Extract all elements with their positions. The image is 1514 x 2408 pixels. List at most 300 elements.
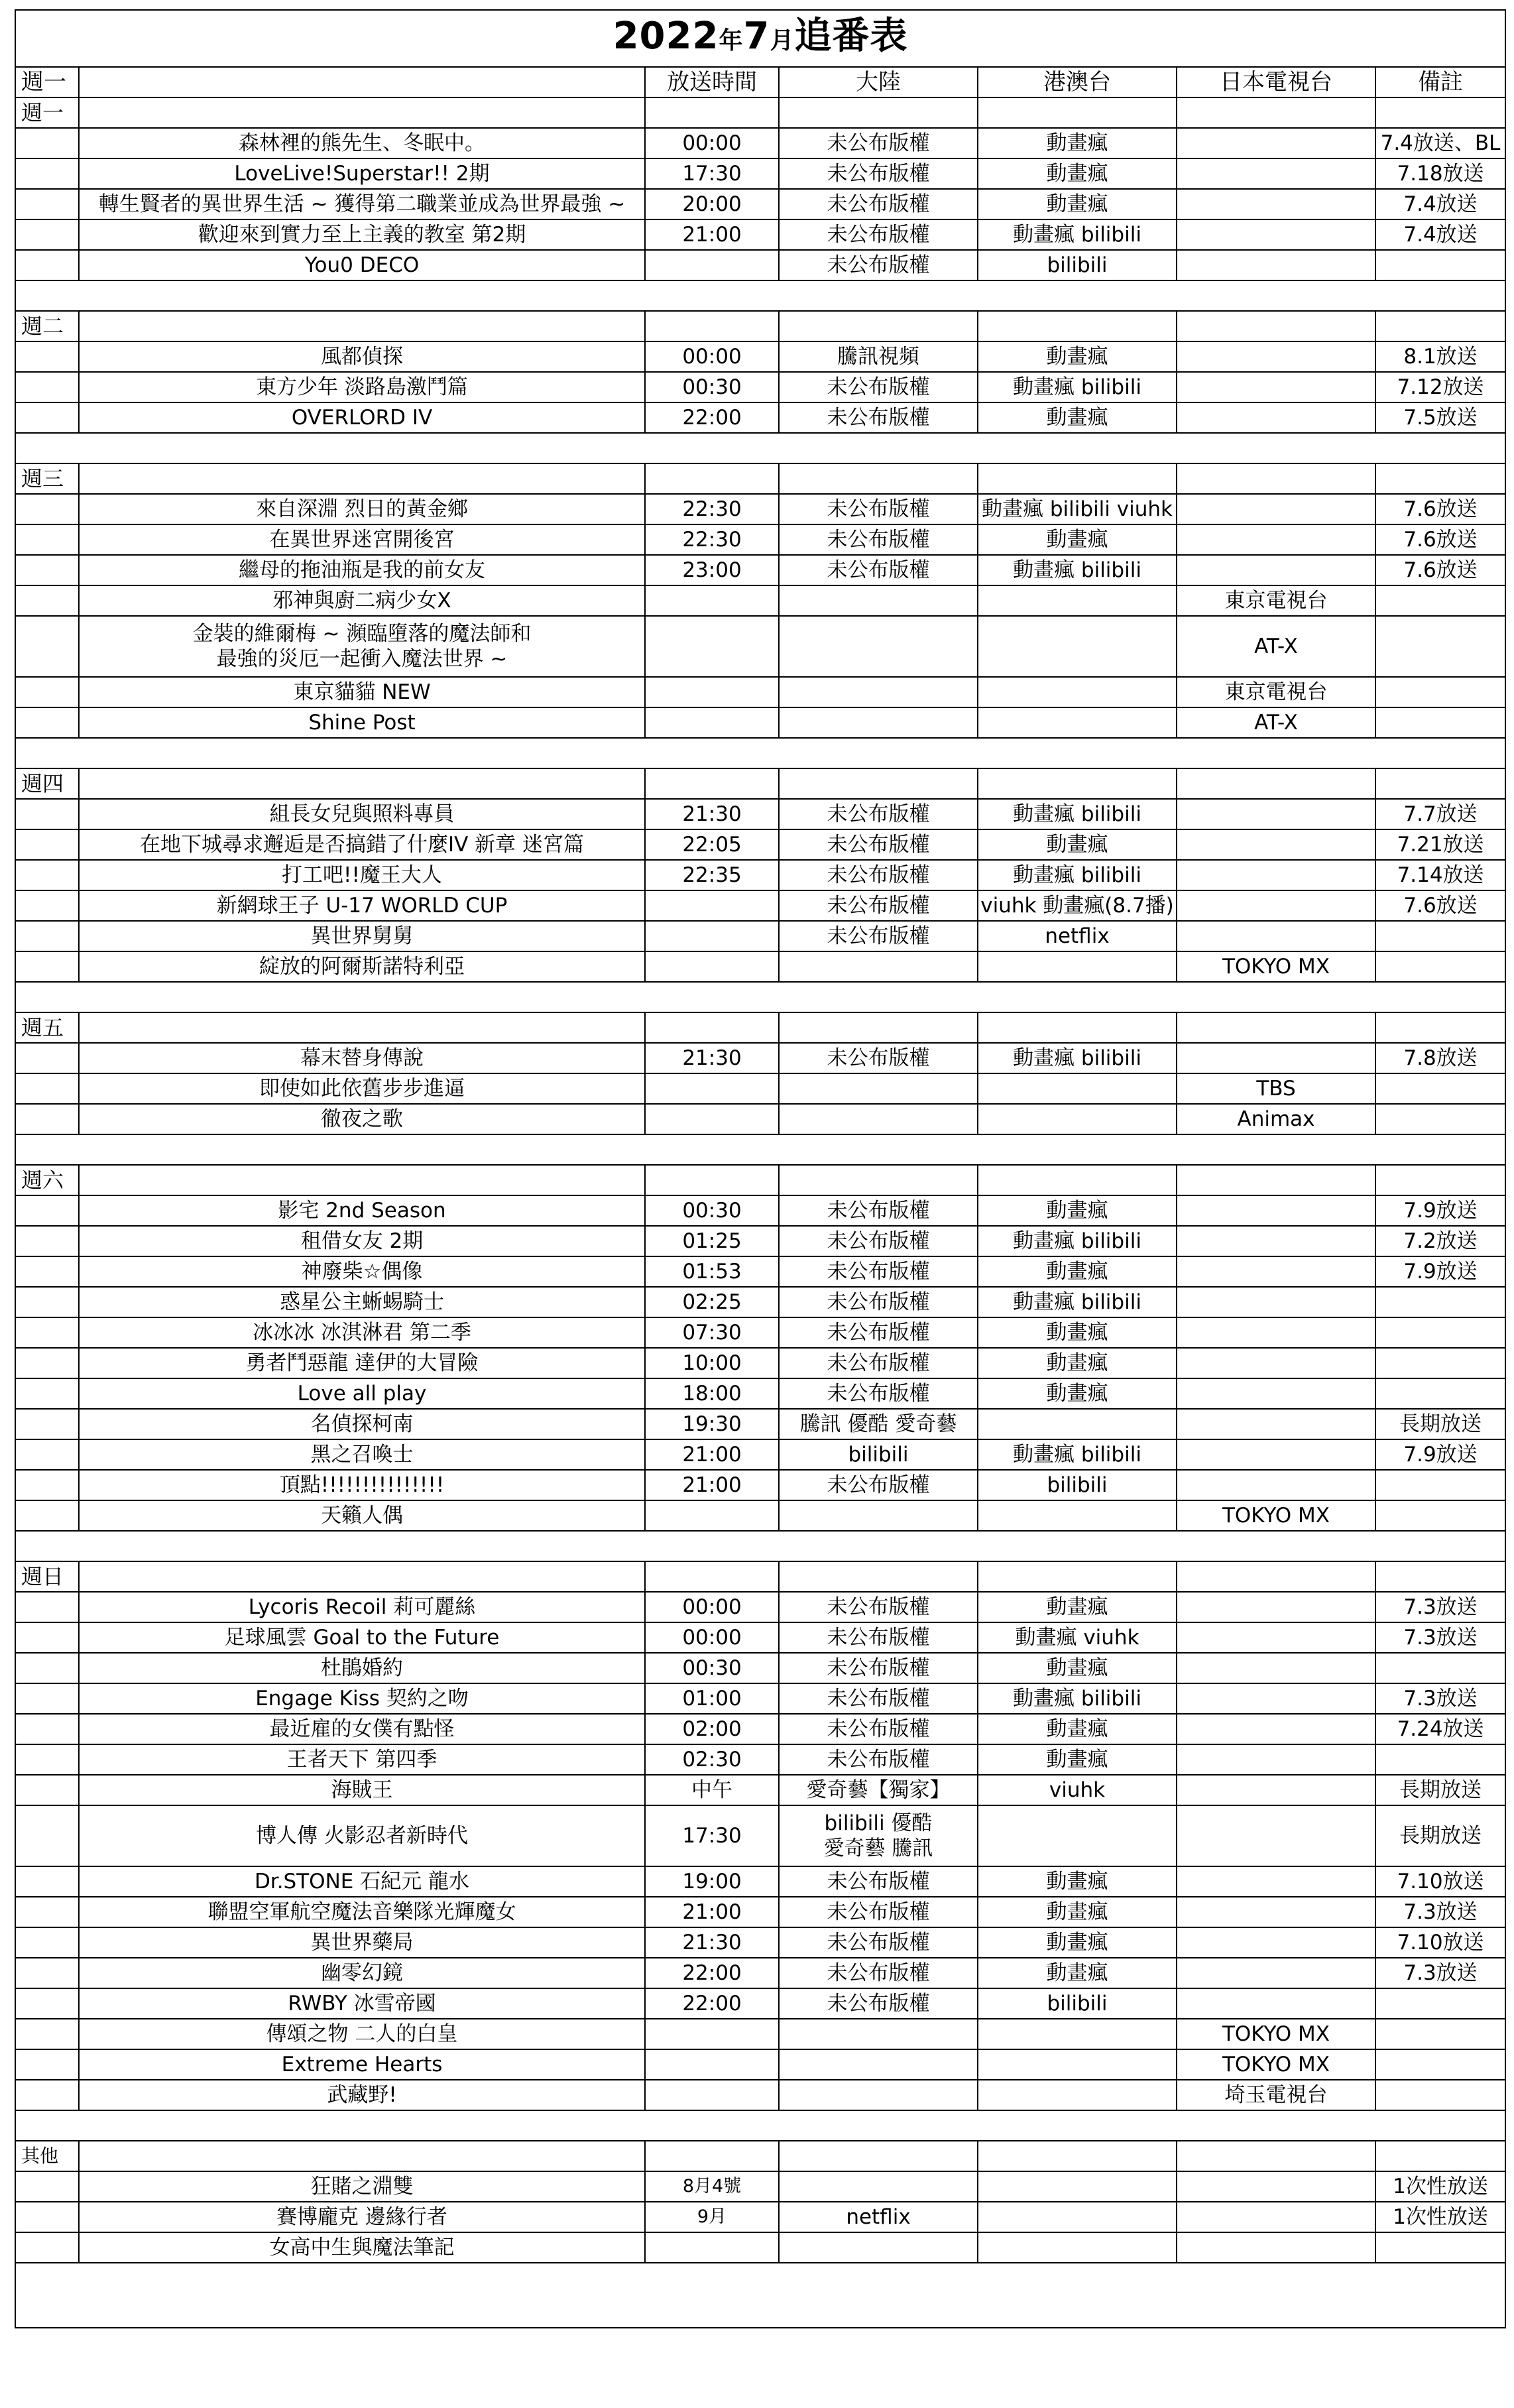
cell-airtime: 22:30: [645, 494, 779, 524]
cell-mainland: 未公布版權: [779, 1256, 978, 1287]
cell-mainland: 未公布版權: [779, 219, 978, 250]
cell-hk-macau-tw: viuhk: [978, 1775, 1177, 1805]
table-row: [15, 341, 1505, 372]
day-cell-blank: [15, 829, 79, 860]
spacer-cell: [15, 738, 1505, 768]
cell-mainland: 未公布版權: [779, 189, 978, 219]
header-notes: 備註: [1375, 67, 1505, 97]
cell-hk-macau-tw: 動畫瘋: [978, 1744, 1177, 1775]
cell-airtime: 02:00: [645, 1714, 779, 1744]
cell-jp-tv: [1177, 1683, 1375, 1714]
day-cell-blank: [15, 189, 79, 219]
table-row: [15, 677, 1505, 707]
cell-notes: [1375, 2049, 1505, 2080]
cell-airtime: [645, 250, 779, 280]
cell-jp-tv: [1177, 1622, 1375, 1653]
cell-jp-tv: [1177, 921, 1375, 951]
cell-hk-macau-tw: 動畫瘋: [978, 158, 1177, 189]
cell-jp-tv: [1177, 829, 1375, 860]
cell-notes: [1375, 1073, 1505, 1104]
day-cell-blank: [15, 585, 79, 616]
empty-cell: [645, 1561, 779, 1592]
cell-mainland: 未公布版權: [779, 158, 978, 189]
cell-jp-tv: [1177, 219, 1375, 250]
cell-airtime: 19:00: [645, 1866, 779, 1897]
cell-title: 足球風雲 Goal to the Future: [79, 1622, 645, 1653]
table-row: [15, 402, 1505, 433]
cell-title: RWBY 冰雪帝國: [79, 1988, 645, 2019]
day-header-row: [15, 1165, 1505, 1195]
cell-notes: [1375, 677, 1505, 707]
empty-cell: [779, 1012, 978, 1043]
cell-notes: [1375, 921, 1505, 951]
cell-jp-tv: TOKYO MX: [1177, 951, 1375, 982]
cell-title: 賽博龐克 邊緣行者: [79, 2202, 645, 2232]
cell-title: 黑之召喚士: [79, 1439, 645, 1470]
empty-cell: [1375, 2141, 1505, 2171]
day-cell-blank: [15, 2019, 79, 2049]
empty-cell: [1177, 768, 1375, 799]
cell-notes: [1375, 2232, 1505, 2263]
cell-notes: 7.12放送: [1375, 372, 1505, 402]
cell-mainland: 騰訊視頻: [779, 341, 978, 372]
table-row: [15, 1897, 1505, 1927]
cell-title: 轉生賢者的異世界生活 ~ 獲得第二職業並成為世界最強 ~: [79, 189, 645, 219]
cell-jp-tv: [1177, 158, 1375, 189]
day-cell-blank: [15, 2080, 79, 2110]
cell-notes: [1375, 1348, 1505, 1378]
day-cell-blank: [15, 1043, 79, 1073]
cell-notes: 1次性放送: [1375, 2202, 1505, 2232]
cell-mainland: 未公布版權: [779, 402, 978, 433]
cell-notes: 1次性放送: [1375, 2171, 1505, 2202]
table-row: [15, 1287, 1505, 1317]
cell-mainland: [779, 616, 978, 677]
cell-jp-tv: [1177, 1988, 1375, 2019]
cell-airtime: 21:00: [645, 219, 779, 250]
cell-mainland: 未公布版權: [779, 1683, 978, 1714]
cell-airtime: [645, 616, 779, 677]
day-cell-blank: [15, 1622, 79, 1653]
cell-hk-macau-tw: 動畫瘋: [978, 1653, 1177, 1683]
empty-cell: [1177, 311, 1375, 341]
table-row: [15, 250, 1505, 280]
cell-title: Engage Kiss 契約之吻: [79, 1683, 645, 1714]
header-row: [15, 67, 1505, 97]
cell-title: 租借女友 2期: [79, 1226, 645, 1256]
cell-notes: [1375, 1378, 1505, 1409]
cell-jp-tv: [1177, 2171, 1375, 2202]
cell-mainland: 未公布版權: [779, 921, 978, 951]
day-label: 週日: [15, 1561, 79, 1592]
cell-airtime: 00:00: [645, 128, 779, 158]
day-cell-blank: [15, 2049, 79, 2080]
cell-jp-tv: [1177, 1592, 1375, 1622]
spacer-row: [15, 1531, 1505, 1561]
cell-title: 幕末替身傳說: [79, 1043, 645, 1073]
cell-airtime: 21:00: [645, 1897, 779, 1927]
cell-hk-macau-tw: [978, 585, 1177, 616]
empty-cell: [79, 97, 645, 128]
cell-jp-tv: TOKYO MX: [1177, 1500, 1375, 1531]
cell-notes: [1375, 707, 1505, 738]
empty-cell: [978, 2141, 1177, 2171]
empty-cell: [1177, 1561, 1375, 1592]
cell-notes: 8.1放送: [1375, 341, 1505, 372]
cell-airtime: [645, 1500, 779, 1531]
cell-hk-macau-tw: 動畫瘋 bilibili: [978, 1287, 1177, 1317]
cell-jp-tv: [1177, 1378, 1375, 1409]
cell-hk-macau-tw: 動畫瘋: [978, 1592, 1177, 1622]
table-row: [15, 2049, 1505, 2080]
cell-mainland: 未公布版權: [779, 1043, 978, 1073]
cell-mainland: 未公布版權: [779, 1866, 978, 1897]
cell-mainland: 未公布版權: [779, 1348, 978, 1378]
cell-hk-macau-tw: 動畫瘋: [978, 1348, 1177, 1378]
day-cell-blank: [15, 1866, 79, 1897]
cell-notes: [1375, 1470, 1505, 1500]
cell-title: 組長女兒與照料專員: [79, 799, 645, 829]
cell-notes: 7.18放送: [1375, 158, 1505, 189]
day-cell-blank: [15, 1348, 79, 1378]
cell-airtime: [645, 2080, 779, 2110]
empty-cell: [1177, 1012, 1375, 1043]
day-label: 週四: [15, 768, 79, 799]
cell-hk-macau-tw: 動畫瘋: [978, 829, 1177, 860]
cell-hk-macau-tw: 動畫瘋 viuhk: [978, 1622, 1177, 1653]
cell-airtime: 22:35: [645, 860, 779, 890]
day-cell-blank: [15, 372, 79, 402]
cell-airtime: 00:00: [645, 1622, 779, 1653]
cell-mainland: 未公布版權: [779, 1317, 978, 1348]
cell-line: 最強的災厄一起衝入魔法世界 ~: [216, 647, 508, 671]
empty-cell: [1375, 1165, 1505, 1195]
day-cell-blank: [15, 677, 79, 707]
cell-notes: [1375, 1104, 1505, 1134]
cell-airtime: 07:30: [645, 1317, 779, 1348]
table-row: [15, 219, 1505, 250]
cell-mainland: 未公布版權: [779, 860, 978, 890]
header-hk-macau-tw: 港澳台: [978, 67, 1177, 97]
cell-mainland: 未公布版權: [779, 1988, 978, 2019]
empty-cell: [645, 1012, 779, 1043]
table-row: [15, 128, 1505, 158]
cell-airtime: 22:00: [645, 1988, 779, 2019]
table-row: [15, 1927, 1505, 1958]
cell-title: 頂點!!!!!!!!!!!!!!!: [79, 1470, 645, 1500]
cell-jp-tv: TOKYO MX: [1177, 2049, 1375, 2080]
cell-title: 最近雇的女僕有點怪: [79, 1714, 645, 1744]
cell-airtime: 22:00: [645, 402, 779, 433]
spacer-cell: [15, 1531, 1505, 1561]
cell-hk-macau-tw: [978, 677, 1177, 707]
cell-notes: 7.14放送: [1375, 860, 1505, 890]
cell-mainland: [779, 2080, 978, 2110]
cell-jp-tv: [1177, 524, 1375, 555]
cell-mainland: 未公布版權: [779, 1653, 978, 1683]
empty-cell: [978, 1561, 1177, 1592]
table-row: [15, 951, 1505, 982]
trailing-blank-cell: [15, 2263, 1505, 2328]
empty-cell: [645, 463, 779, 494]
table-row: [15, 2019, 1505, 2049]
day-header-row: [15, 1012, 1505, 1043]
cell-hk-macau-tw: 動畫瘋: [978, 1378, 1177, 1409]
cell-title: Shine Post: [79, 707, 645, 738]
cell-jp-tv: [1177, 1775, 1375, 1805]
cell-airtime: 9月: [645, 2202, 779, 2232]
day-cell-blank: [15, 1470, 79, 1500]
cell-mainland: [779, 2019, 978, 2049]
empty-cell: [79, 1012, 645, 1043]
cell-title: 狂賭之淵雙: [79, 2171, 645, 2202]
cell-hk-macau-tw: 動畫瘋: [978, 1317, 1177, 1348]
cell-jp-tv: [1177, 2202, 1375, 2232]
spacer-cell: [15, 2110, 1505, 2141]
cell-airtime: 19:30: [645, 1409, 779, 1439]
day-cell-blank: [15, 1439, 79, 1470]
title-year: 2022: [612, 14, 719, 58]
cell-hk-macau-tw: [978, 2080, 1177, 2110]
cell-airtime: 17:30: [645, 158, 779, 189]
cell-hk-macau-tw: 動畫瘋 bilibili: [978, 1439, 1177, 1470]
cell-title: 傳頌之物 二人的白皇: [79, 2019, 645, 2049]
day-cell-blank: [15, 1744, 79, 1775]
cell-title: 在地下城尋求邂逅是否搞錯了什麼IV 新章 迷宮篇: [79, 829, 645, 860]
cell-notes: 7.6放送: [1375, 890, 1505, 921]
cell-mainland: [779, 2049, 978, 2080]
cell-airtime: 22:05: [645, 829, 779, 860]
cell-hk-macau-tw: 動畫瘋 bilibili: [978, 1683, 1177, 1714]
day-cell-blank: [15, 1988, 79, 2019]
empty-cell: [779, 311, 978, 341]
cell-airtime: [645, 677, 779, 707]
table-row: [15, 1714, 1505, 1744]
cell-hk-macau-tw: [978, 1073, 1177, 1104]
cell-notes: 7.3放送: [1375, 1622, 1505, 1653]
title-text: 追番表: [794, 14, 908, 58]
cell-title: 女高中生與魔法筆記: [79, 2232, 645, 2263]
cell-title: 在異世界迷宮開後宮: [79, 524, 645, 555]
day-label: 週一: [15, 97, 79, 128]
empty-cell: [1375, 1561, 1505, 1592]
table-row: [15, 1226, 1505, 1256]
day-cell-blank: [15, 341, 79, 372]
day-cell-blank: [15, 1317, 79, 1348]
day-cell-blank: [15, 951, 79, 982]
day-cell-blank: [15, 799, 79, 829]
day-header-row: [15, 1561, 1505, 1592]
cell-hk-macau-tw: 動畫瘋: [978, 1927, 1177, 1958]
cell-mainland: 未公布版權: [779, 128, 978, 158]
cell-jp-tv: 埼玉電視台: [1177, 2080, 1375, 2110]
cell-title: 惑星公主蜥蜴騎士: [79, 1287, 645, 1317]
cell-hk-macau-tw: 動畫瘋: [978, 1195, 1177, 1226]
cell-mainland: [779, 1805, 978, 1866]
empty-cell: [1375, 1012, 1505, 1043]
table-row: [15, 1988, 1505, 2019]
cell-mainland: [779, 585, 978, 616]
table-row: [15, 1622, 1505, 1653]
empty-cell: [779, 1165, 978, 1195]
cell-airtime: [645, 2049, 779, 2080]
cell-mainland: 未公布版權: [779, 1195, 978, 1226]
cell-notes: [1375, 2080, 1505, 2110]
table-row: [15, 1653, 1505, 1683]
cell-airtime: 00:30: [645, 1653, 779, 1683]
cell-mainland: 未公布版權: [779, 1622, 978, 1653]
cell-mainland: 未公布版權: [779, 1226, 978, 1256]
cell-mainland: 未公布版權: [779, 494, 978, 524]
cell-mainland: 騰訊 優酷 愛奇藝: [779, 1409, 978, 1439]
cell-hk-macau-tw: 動畫瘋 bilibili viuhk: [978, 494, 1177, 524]
cell-line: 愛奇藝 騰訊: [823, 1836, 933, 1860]
day-cell-blank: [15, 1897, 79, 1927]
cell-notes: [1375, 951, 1505, 982]
cell-notes: [1375, 250, 1505, 280]
cell-jp-tv: [1177, 555, 1375, 585]
day-header-row: [15, 2141, 1505, 2171]
day-label: 週五: [15, 1012, 79, 1043]
header-airtime: 放送時間: [645, 67, 779, 97]
table-row: [15, 2232, 1505, 2263]
cell-jp-tv: [1177, 1195, 1375, 1226]
table-row: [15, 2080, 1505, 2110]
table-row: [15, 616, 1505, 677]
cell-notes: [1375, 1317, 1505, 1348]
cell-notes: [1375, 1287, 1505, 1317]
cell-mainland: 未公布版權: [779, 1714, 978, 1744]
cell-notes: 7.5放送: [1375, 402, 1505, 433]
table-row: [15, 1470, 1505, 1500]
cell-airtime: [645, 921, 779, 951]
table-row: [15, 1683, 1505, 1714]
cell-mainland: [779, 1104, 978, 1134]
table-row: [15, 1958, 1505, 1988]
cell-hk-macau-tw: 動畫瘋 bilibili: [978, 1043, 1177, 1073]
cell-jp-tv: [1177, 1927, 1375, 1958]
cell-jp-tv: [1177, 1897, 1375, 1927]
day-label: 其他: [15, 2141, 79, 2171]
cell-mainland: [779, 2232, 978, 2263]
cell-airtime: 00:00: [645, 1592, 779, 1622]
cell-airtime: [645, 2232, 779, 2263]
table-row: [15, 1592, 1505, 1622]
empty-cell: [79, 1165, 645, 1195]
title-year-unit: 年: [719, 27, 744, 54]
cell-hk-macau-tw: 動畫瘋 bilibili: [978, 372, 1177, 402]
day-cell-blank: [15, 402, 79, 433]
cell-hk-macau-tw: [978, 2171, 1177, 2202]
title-row: [15, 10, 1505, 67]
spacer-row: [15, 982, 1505, 1012]
empty-cell: [779, 768, 978, 799]
empty-cell: [1375, 768, 1505, 799]
cell-airtime: [645, 951, 779, 982]
empty-cell: [978, 1165, 1177, 1195]
cell-airtime: [645, 1104, 779, 1134]
table-row: [15, 1439, 1505, 1470]
day-cell-blank: [15, 494, 79, 524]
table-row: [15, 1256, 1505, 1287]
cell-line: bilibili 優酷: [824, 1811, 933, 1835]
table-row: [15, 921, 1505, 951]
empty-cell: [79, 768, 645, 799]
cell-jp-tv: [1177, 799, 1375, 829]
cell-airtime: 17:30: [645, 1805, 779, 1866]
cell-mainland: 未公布版權: [779, 890, 978, 921]
table-row: [15, 829, 1505, 860]
cell-title: 異世界舅舅: [79, 921, 645, 951]
table-row: [15, 1866, 1505, 1897]
cell-airtime: 01:25: [645, 1226, 779, 1256]
cell-notes: [1375, 1653, 1505, 1683]
empty-cell: [1375, 97, 1505, 128]
cell-airtime: 01:53: [645, 1256, 779, 1287]
cell-jp-tv: TOKYO MX: [1177, 2019, 1375, 2049]
cell-mainland: 未公布版權: [779, 1378, 978, 1409]
day-cell-blank: [15, 555, 79, 585]
cell-notes: 7.4放送: [1375, 219, 1505, 250]
table-row: [15, 524, 1505, 555]
empty-cell: [645, 768, 779, 799]
day-cell-blank: [15, 219, 79, 250]
cell-airtime: 20:00: [645, 189, 779, 219]
cell-jp-tv: [1177, 1744, 1375, 1775]
cell-title: 歡迎來到實力至上主義的教室 第2期: [79, 219, 645, 250]
cell-mainland: 未公布版權: [779, 1927, 978, 1958]
cell-airtime: [645, 707, 779, 738]
table-row: [15, 1348, 1505, 1378]
day-header-row: [15, 311, 1505, 341]
cell-jp-tv: [1177, 1317, 1375, 1348]
cell-mainland: [779, 1073, 978, 1104]
cell-jp-tv: [1177, 494, 1375, 524]
day-header-row: [15, 768, 1505, 799]
cell-mainland: 未公布版權: [779, 829, 978, 860]
cell-jp-tv: [1177, 1866, 1375, 1897]
cell-hk-macau-tw: 動畫瘋: [978, 189, 1177, 219]
cell-jp-tv: [1177, 1409, 1375, 1439]
cell-jp-tv: [1177, 2232, 1375, 2263]
cell-notes: [1375, 585, 1505, 616]
table-row: [15, 158, 1505, 189]
cell-notes: [1375, 616, 1505, 677]
cell-hk-macau-tw: bilibili: [978, 250, 1177, 280]
cell-jp-tv: [1177, 1226, 1375, 1256]
cell-notes: 7.9放送: [1375, 1195, 1505, 1226]
table-row: [15, 2202, 1505, 2232]
day-cell-blank: [15, 1104, 79, 1134]
cell-title: 新網球王子 U-17 WORLD CUP: [79, 890, 645, 921]
cell-notes: 7.3放送: [1375, 1683, 1505, 1714]
cell-airtime: 01:00: [645, 1683, 779, 1714]
cell-airtime: 02:25: [645, 1287, 779, 1317]
table-row: [15, 1500, 1505, 1531]
day-cell-blank: [15, 1195, 79, 1226]
cell-title: 邪神與廚二病少女X: [79, 585, 645, 616]
empty-cell: [1177, 97, 1375, 128]
cell-hk-macau-tw: 動畫瘋: [978, 524, 1177, 555]
cell-jp-tv: [1177, 372, 1375, 402]
cell-mainland: [779, 2171, 978, 2202]
table-row: [15, 1409, 1505, 1439]
cell-airtime: 00:30: [645, 1195, 779, 1226]
day-cell-blank: [15, 1287, 79, 1317]
cell-hk-macau-tw: 動畫瘋: [978, 1958, 1177, 1988]
cell-mainland: 未公布版權: [779, 250, 978, 280]
empty-cell: [779, 463, 978, 494]
